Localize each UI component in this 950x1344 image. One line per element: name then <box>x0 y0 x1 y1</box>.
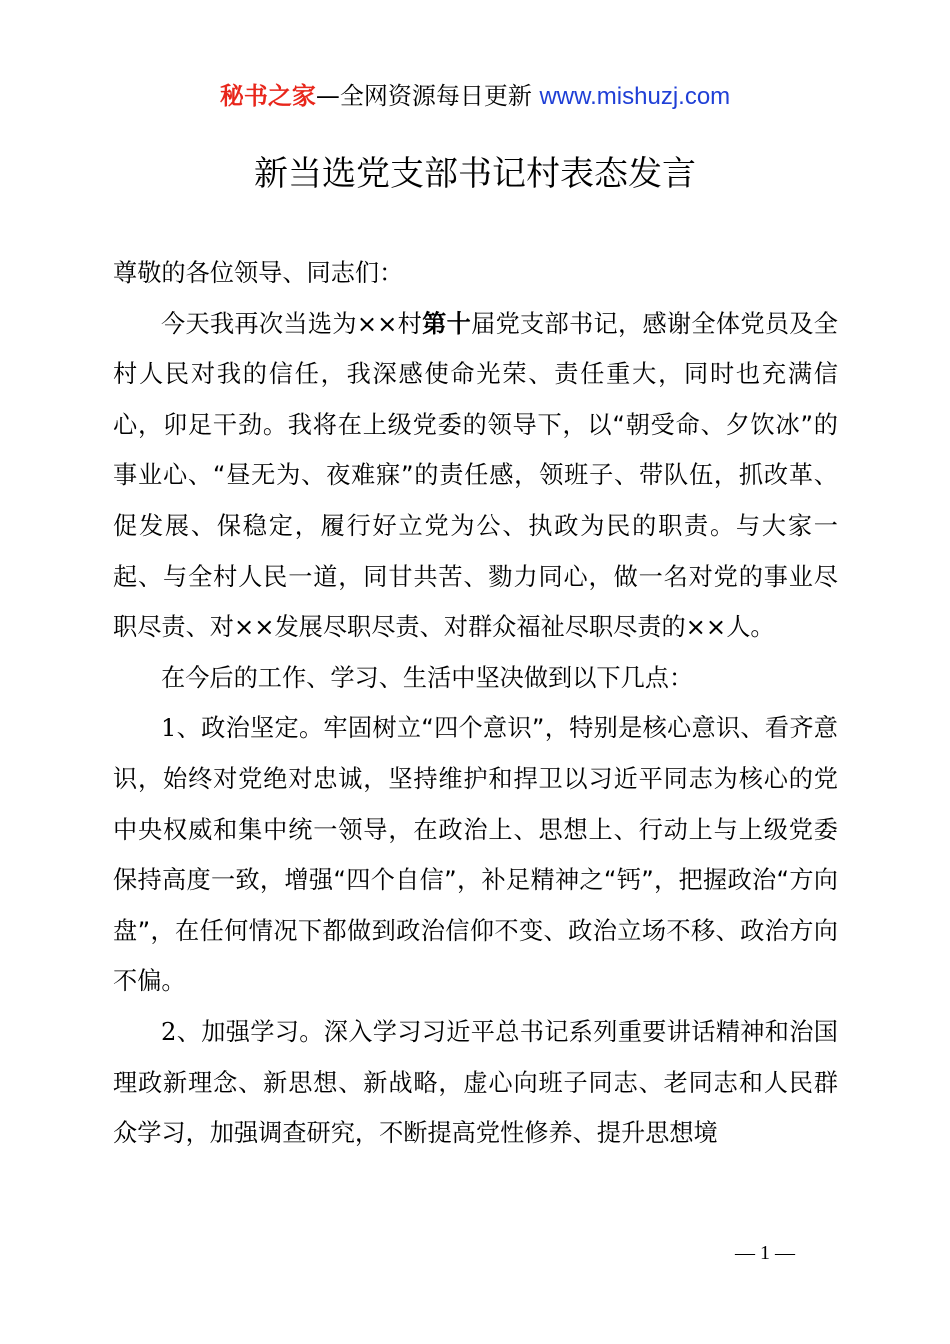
header-tagline: —全网资源每日更新 <box>315 82 540 110</box>
paragraph-4-number: 2、 <box>161 1017 202 1046</box>
paragraph-1-bold: 第十 <box>422 309 472 338</box>
paragraph-3-text: 政治坚定。牢固树立“四个意识”，特别是核心意识、看齐意识，始终对党绝对忠诚，坚持维护和捍卫以习近平同志为核心的党中央权威和集中统一领导，在政治上、思想上、行动上与上级党委保持高度一致，增强“四个自信”，补足精神之“钙”，把握政治“方向盘”，在任何情况下都做到政治信仰不变、政治立场不移、政治方向不偏。 <box>113 714 838 996</box>
paragraph-1 <box>113 299 838 653</box>
paragraph-1-text-b: 届党支部书记，感谢全体党员及全村人民对我的信任，我深感使命光荣、责任重大，同时也充满信心，卯足干劲。我将在上级党委的领导下，以“朝受命、夕饮冰”的事业心、“昼无为、夜难寐”的责任感，领班子、带队伍，抓改革、促发展、保稳定，履行好立党为公、执政为民的职责。与大家一起、与全村人民一道，同甘共苦、勠力同心，做一名对党的事业尽职尽责、对××发展尽职尽责、对群众福祉尽职尽责的××人。 <box>113 309 838 642</box>
paragraph-4-text: 加强学习。深入学习习近平总书记系列重要讲话精神和治国理政新理念、新思想、新战略，虚心向班子同志、老同志和人民群众学习，加强调查研究，不断提高党性修养、提升思想境 <box>113 1017 838 1148</box>
paragraph-2: 在今后的工作、学习、生活中坚决做到以下几点： <box>161 663 694 692</box>
page-number: — 1 — <box>735 1242 795 1264</box>
paragraph-4 <box>113 1007 838 1159</box>
paragraph-3 <box>113 703 838 1007</box>
site-url-link[interactable]: www.mishuzj.com <box>539 83 731 110</box>
site-header <box>0 80 950 113</box>
paragraph-3-number: 1、 <box>161 714 202 743</box>
brand-name: 秘书之家 <box>219 82 316 110</box>
salutation: 尊敬的各位领导、同志们： <box>113 259 404 287</box>
document-body <box>113 248 838 1159</box>
document-title: 新当选党支部书记村表态发言 <box>254 154 696 194</box>
paragraph-1-text-a: 今天我再次当选为××村 <box>161 309 423 338</box>
